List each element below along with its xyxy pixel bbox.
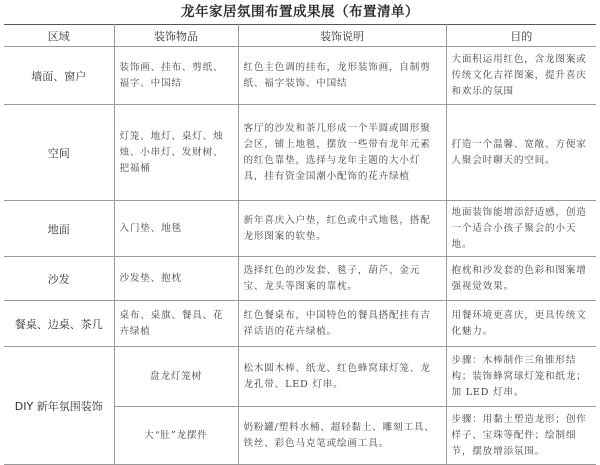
table-row (4, 105, 596, 201)
items-cell: 大“肚”龙摆件 (114, 407, 238, 465)
items-cell: 灯笼、地灯、桌灯、烛烛、小串灯、发财树、把福桶 (114, 105, 238, 201)
region-cell: 沙发 (4, 257, 114, 301)
purpose-cell: 地面装饰能增添舒适感，创造一个适合小孩子聚会的小天地。 (446, 201, 596, 257)
description-cell: 新年喜庆入户垫，红色或中式地毯，搭配龙形图案的软垫。 (238, 201, 446, 257)
purpose-cell: 步骤：用黏土塑造龙形；创作样子、宝珠等配件；绘制细节，摆放增添氛围。 (446, 407, 596, 465)
table-row (4, 201, 596, 257)
region-cell: 地面 (4, 201, 114, 257)
page-title: 龙年家居氛围布置成果展（布置清单） (181, 4, 419, 20)
region-cell-diy: DIY 新年氛围装饰 (4, 347, 114, 465)
header-description: 装饰说明 (238, 25, 446, 47)
header-purpose: 目的 (446, 25, 596, 47)
purpose-cell: 打造一个温馨、宽敞、方便家人聚会时聊天的空间。 (446, 105, 596, 201)
header-region: 区域 (4, 25, 114, 47)
region-cell: 墙面、窗户 (4, 47, 114, 105)
items-cell: 沙发垫、抱枕 (114, 257, 238, 301)
description-cell: 客厅的沙发和茶几形成一个半圆或圆形聚会区，铺上地毯，摆放一些带有龙年元素的红色靠垫，选择与龙年主题的大小灯具，挂有资金国潮小配饰的花卉绿植 (238, 105, 446, 201)
items-cell: 桌布、桌旗、餐具、花卉绿植 (114, 301, 238, 347)
table-row (4, 257, 596, 301)
table-row (4, 347, 596, 407)
header-items: 装饰物品 (114, 25, 238, 47)
description-cell: 松木圆木棒、纸龙、红色蜂窝球灯笼、龙龙孔带、LED 灯串。 (238, 347, 446, 407)
purpose-cell: 大面积运用红色，含龙图案或传统文化吉祥图案，提升喜庆和欢乐的氛围 (446, 47, 596, 105)
table-row (4, 47, 596, 105)
table-row (4, 301, 596, 347)
items-cell: 盘龙灯笼树 (114, 347, 238, 407)
table-header-row (4, 25, 596, 47)
items-cell: 入门垫、地毯 (114, 201, 238, 257)
region-cell: 空间 (4, 105, 114, 201)
purpose-cell: 用餐环境更喜庆，更具传统文化魅力。 (446, 301, 596, 347)
decoration-table (4, 24, 596, 465)
description-cell: 奶粉罐/塑料水桶、超轻黏土、雕刻工具、铁丝、彩色马克笔或绘画工具。 (238, 407, 446, 465)
region-cell: 餐桌、边桌、茶几 (4, 301, 114, 347)
items-cell: 装饰画、挂布、剪纸、福字、中国结 (114, 47, 238, 105)
description-cell: 红色主色调的挂布，龙形装饰画，自制剪纸、福字装饰、中国结 (238, 47, 446, 105)
purpose-cell: 抱枕和沙发套的色彩和图案增强视觉效果。 (446, 257, 596, 301)
description-cell: 红色餐桌布，中国特色的餐具搭配挂有吉祥话语的花卉绿植。 (238, 301, 446, 347)
purpose-cell: 步骤：木棒制作三角锥形结构；装饰蜂窝球灯笼和纸龙；加 LED 灯串。 (446, 347, 596, 407)
description-cell: 选择红色的沙发套、毯子，葫芦、金元宝、龙头等图案的靠枕。 (238, 257, 446, 301)
